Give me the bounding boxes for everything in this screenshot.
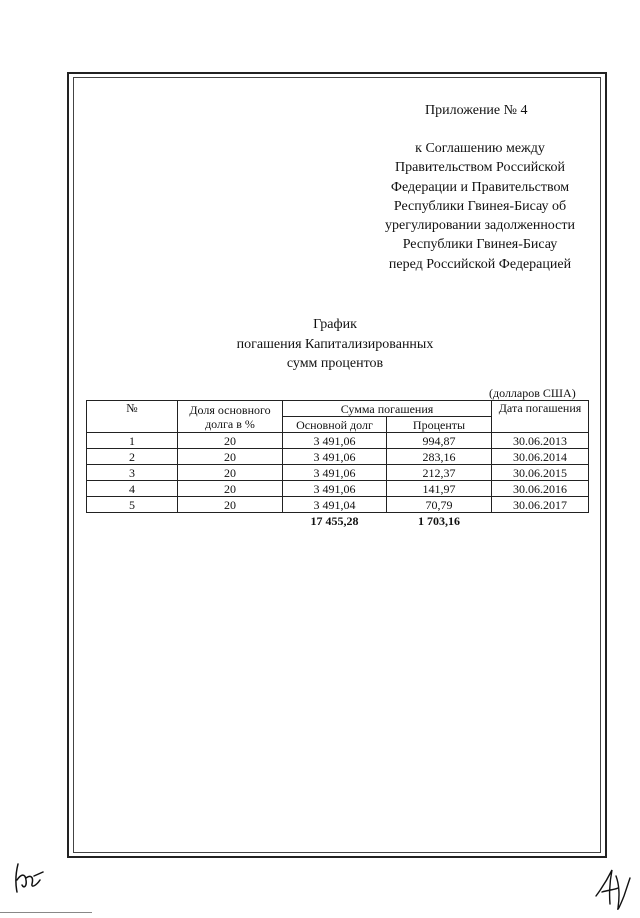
header-date: Дата погашения — [492, 401, 589, 433]
total-interest: 1 703,16 — [418, 514, 460, 528]
cell-date: 30.06.2017 — [492, 497, 589, 513]
repayment-schedule-table — [86, 400, 589, 529]
cell-principal: 3 491,06 — [283, 449, 387, 465]
appendix-line: к Соглашению между — [415, 141, 545, 156]
table-header-row — [87, 401, 589, 417]
cell-share: 20 — [178, 497, 283, 513]
cell-date: 30.06.2016 — [492, 481, 589, 497]
appendix-line: урегулировании задолженности — [385, 218, 575, 234]
cell-number: 2 — [87, 449, 178, 465]
cell-share: 20 — [178, 465, 283, 481]
cell-interest: 70,79 — [387, 497, 492, 513]
header-interest: Проценты — [387, 417, 492, 433]
cell-number: 1 — [87, 433, 178, 449]
cell-share: 20 — [178, 449, 283, 465]
cell-interest: 994,87 — [387, 433, 492, 449]
cell-date: 30.06.2015 — [492, 465, 589, 481]
appendix-line: Республики Гвинея-Бисау об — [393, 198, 567, 214]
table-row — [87, 465, 589, 481]
schedule-title — [200, 315, 470, 374]
header-number: № — [87, 401, 178, 433]
appendix-line: Правительством Российской — [394, 160, 566, 176]
totals-blank — [178, 513, 283, 530]
scan-artifact-line — [0, 912, 92, 913]
schedule-title-line: погашения Капитализированных — [236, 336, 434, 352]
header-repayment-group: Сумма погашения — [283, 401, 492, 417]
appendix-line: Республики Гвинея-Бисау — [402, 237, 558, 253]
cell-principal: 3 491,06 — [283, 481, 387, 497]
cell-interest: 283,16 — [387, 449, 492, 465]
schedule-title-line: График — [313, 317, 357, 332]
handwritten-signature-right — [592, 866, 636, 912]
appendix-line: перед Российской Федерацией — [388, 256, 572, 272]
table-row — [87, 449, 589, 465]
total-principal: 17 455,28 — [310, 514, 359, 528]
totals-blank — [492, 513, 589, 530]
header-share: Доля основного долга в % — [178, 401, 283, 433]
schedule-title-line: сумм процентов — [286, 356, 384, 371]
cell-share: 20 — [178, 433, 283, 449]
totals-blank — [87, 513, 178, 530]
cell-interest: 141,97 — [387, 481, 492, 497]
cell-date: 30.06.2013 — [492, 433, 589, 449]
cell-principal: 3 491,06 — [283, 433, 387, 449]
cell-interest: 212,37 — [387, 465, 492, 481]
cell-principal: 3 491,04 — [283, 497, 387, 513]
cell-principal: 3 491,06 — [283, 465, 387, 481]
table-row — [87, 433, 589, 449]
appendix-title: Приложение № 4 — [425, 103, 528, 118]
appendix-line: Федерации и Правительством — [390, 179, 570, 195]
totals-row — [87, 513, 589, 530]
currency-unit-note: (долларов США) — [489, 386, 576, 400]
table-row — [87, 497, 589, 513]
appendix-reference — [366, 139, 594, 274]
cell-number: 5 — [87, 497, 178, 513]
handwritten-initials-left — [10, 858, 50, 898]
cell-number: 4 — [87, 481, 178, 497]
cell-share: 20 — [178, 481, 283, 497]
table-row — [87, 481, 589, 497]
cell-number: 3 — [87, 465, 178, 481]
header-principal: Основной долг — [283, 417, 387, 433]
cell-date: 30.06.2014 — [492, 449, 589, 465]
